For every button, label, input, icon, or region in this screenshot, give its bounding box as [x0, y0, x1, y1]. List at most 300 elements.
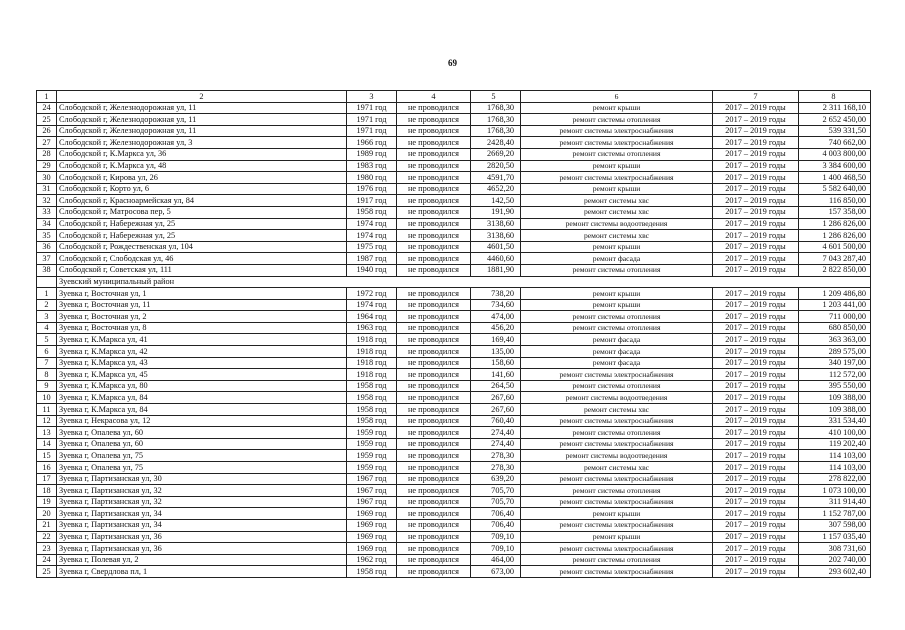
address-cell: Зуевка г, К.Маркса ул, 43 [57, 357, 347, 369]
period-cell: 2017 – 2019 годы [713, 531, 799, 543]
row-number-cell: 2 [37, 299, 57, 311]
last-repair-cell: не проводился [397, 102, 471, 114]
build-year-cell: 1971 год [347, 125, 397, 137]
table-row [37, 206, 871, 218]
area-cell: 1768,30 [471, 125, 521, 137]
last-repair-cell: не проводился [397, 508, 471, 520]
row-number-cell: 32 [37, 195, 57, 207]
address-cell: Зуевка г, Партизанская ул, 32 [57, 485, 347, 497]
row-number-cell: 24 [37, 102, 57, 114]
work-type-cell: ремонт системы хвс [521, 195, 713, 207]
address-cell: Зуевка г, Партизанская ул, 30 [57, 473, 347, 485]
address-cell: Зуевка г, Опалева ул, 60 [57, 438, 347, 450]
area-cell: 760,40 [471, 415, 521, 427]
build-year-cell: 1967 год [347, 473, 397, 485]
period-cell: 2017 – 2019 годы [713, 438, 799, 450]
last-repair-cell: не проводился [397, 554, 471, 566]
table-row [37, 230, 871, 242]
section-spacer-cell [37, 276, 57, 288]
period-cell: 2017 – 2019 годы [713, 264, 799, 276]
period-cell: 2017 – 2019 годы [713, 195, 799, 207]
address-cell: Зуевка г, Опалева ул, 60 [57, 427, 347, 439]
cost-cell: 1 203 441,00 [799, 299, 871, 311]
build-year-cell: 1958 год [347, 415, 397, 427]
row-number-cell: 34 [37, 218, 57, 230]
work-type-cell: ремонт системы электроснабжения [521, 543, 713, 555]
address-cell: Зуевка г, Опалева ул, 75 [57, 450, 347, 462]
row-number-cell: 15 [37, 450, 57, 462]
table-row [37, 519, 871, 531]
work-type-cell: ремонт системы водоотведения [521, 218, 713, 230]
area-cell: 5 [471, 91, 521, 103]
work-type-cell: ремонт фасада [521, 357, 713, 369]
period-cell: 2017 – 2019 годы [713, 253, 799, 265]
address-cell: Зуевка г, Восточная ул, 2 [57, 311, 347, 323]
last-repair-cell: не проводился [397, 125, 471, 137]
cost-cell: 157 358,00 [799, 206, 871, 218]
table-row [37, 485, 871, 497]
build-year-cell: 1958 год [347, 380, 397, 392]
row-number-cell: 6 [37, 346, 57, 358]
address-cell: Слободской г, Матросова пер, 5 [57, 206, 347, 218]
row-number-cell: 25 [37, 114, 57, 126]
last-repair-cell: не проводился [397, 253, 471, 265]
address-cell: Зуевка г, Полевая ул, 2 [57, 554, 347, 566]
table-row [37, 148, 871, 160]
cost-cell: 4 601 500,00 [799, 241, 871, 253]
table-row [37, 160, 871, 172]
last-repair-cell: не проводился [397, 566, 471, 578]
cost-cell: 2 652 450,00 [799, 114, 871, 126]
build-year-cell: 1967 год [347, 496, 397, 508]
last-repair-cell: не проводился [397, 496, 471, 508]
work-type-cell: ремонт системы хвс [521, 206, 713, 218]
cost-cell: 740 662,00 [799, 137, 871, 149]
area-cell: 267,60 [471, 404, 521, 416]
area-cell: 2820,50 [471, 160, 521, 172]
row-number-cell: 26 [37, 125, 57, 137]
last-repair-cell: не проводился [397, 230, 471, 242]
work-type-cell: ремонт фасада [521, 334, 713, 346]
table-row [37, 218, 871, 230]
area-cell: 274,40 [471, 438, 521, 450]
address-cell: Зуевка г, Партизанская ул, 34 [57, 519, 347, 531]
address-cell: Зуевка г, К.Маркса ул, 80 [57, 380, 347, 392]
work-type-cell: ремонт системы электроснабжения [521, 566, 713, 578]
cost-cell: 7 043 287,40 [799, 253, 871, 265]
work-type-cell: 6 [521, 91, 713, 103]
area-cell: 706,40 [471, 508, 521, 520]
work-type-cell: ремонт крыши [521, 288, 713, 300]
row-number-cell: 21 [37, 519, 57, 531]
row-number-cell: 33 [37, 206, 57, 218]
last-repair-cell: не проводился [397, 380, 471, 392]
area-cell: 706,40 [471, 519, 521, 531]
cost-cell: 539 331,50 [799, 125, 871, 137]
row-number-cell: 24 [37, 554, 57, 566]
cost-cell: 311 914,40 [799, 496, 871, 508]
area-cell: 709,10 [471, 531, 521, 543]
work-type-cell: ремонт системы отопления [521, 554, 713, 566]
row-number-cell: 30 [37, 172, 57, 184]
cost-cell: 1 286 826,00 [799, 218, 871, 230]
period-cell: 2017 – 2019 годы [713, 114, 799, 126]
table-row [37, 531, 871, 543]
table-row [37, 241, 871, 253]
address-cell: Слободской г, Кирова ул, 26 [57, 172, 347, 184]
cost-cell: 109 388,00 [799, 404, 871, 416]
address-cell: Слободской г, Железнодорожная ул, 3 [57, 137, 347, 149]
cost-cell: 1 400 468,50 [799, 172, 871, 184]
address-cell: Слободской г, Набережная ул, 25 [57, 230, 347, 242]
period-cell: 2017 – 2019 годы [713, 380, 799, 392]
build-year-cell: 1969 год [347, 519, 397, 531]
work-type-cell: ремонт системы электроснабжения [521, 438, 713, 450]
period-cell: 2017 – 2019 годы [713, 218, 799, 230]
last-repair-cell: не проводился [397, 264, 471, 276]
period-cell: 2017 – 2019 годы [713, 322, 799, 334]
work-type-cell: ремонт крыши [521, 241, 713, 253]
area-cell: 4601,50 [471, 241, 521, 253]
cost-cell: 711 000,00 [799, 311, 871, 323]
period-cell: 2017 – 2019 годы [713, 172, 799, 184]
address-cell: Зуевка г, Восточная ул, 8 [57, 322, 347, 334]
build-year-cell: 1989 год [347, 148, 397, 160]
build-year-cell: 1969 год [347, 531, 397, 543]
row-number-cell: 8 [37, 369, 57, 381]
build-year-cell: 1975 год [347, 241, 397, 253]
cost-cell: 2 822 850,00 [799, 264, 871, 276]
area-cell: 4652,20 [471, 183, 521, 195]
build-year-cell: 1974 год [347, 218, 397, 230]
table-row [37, 299, 871, 311]
address-cell: Зуевка г, К.Маркса ул, 84 [57, 404, 347, 416]
period-cell: 2017 – 2019 годы [713, 450, 799, 462]
build-year-cell: 1918 год [347, 369, 397, 381]
period-cell: 2017 – 2019 годы [713, 299, 799, 311]
row-number-cell: 3 [37, 311, 57, 323]
last-repair-cell: не проводился [397, 369, 471, 381]
row-number-cell: 16 [37, 462, 57, 474]
work-type-cell: ремонт системы хвс [521, 462, 713, 474]
work-type-cell: ремонт системы отопления [521, 427, 713, 439]
period-cell: 2017 – 2019 годы [713, 137, 799, 149]
area-cell: 267,60 [471, 392, 521, 404]
period-cell: 2017 – 2019 годы [713, 543, 799, 555]
table-row [37, 114, 871, 126]
work-type-cell: ремонт системы электроснабжения [521, 172, 713, 184]
row-number-cell: 27 [37, 137, 57, 149]
period-cell: 2017 – 2019 годы [713, 346, 799, 358]
cost-cell: 1 157 035,40 [799, 531, 871, 543]
last-repair-cell: не проводился [397, 148, 471, 160]
build-year-cell: 3 [347, 91, 397, 103]
cost-cell: 331 534,40 [799, 415, 871, 427]
area-cell: 705,70 [471, 496, 521, 508]
cost-cell: 308 731,60 [799, 543, 871, 555]
table-row [37, 137, 871, 149]
work-type-cell: ремонт крыши [521, 102, 713, 114]
last-repair-cell: 4 [397, 91, 471, 103]
address-cell: Зуевка г, Опалева ул, 75 [57, 462, 347, 474]
table-row [37, 183, 871, 195]
period-cell: 2017 – 2019 годы [713, 519, 799, 531]
work-type-cell: ремонт крыши [521, 508, 713, 520]
last-repair-cell: не проводился [397, 322, 471, 334]
address-cell: Зуевка г, К.Маркса ул, 45 [57, 369, 347, 381]
build-year-cell: 1958 год [347, 392, 397, 404]
row-number-cell: 37 [37, 253, 57, 265]
period-cell: 2017 – 2019 годы [713, 183, 799, 195]
period-cell: 2017 – 2019 годы [713, 206, 799, 218]
last-repair-cell: не проводился [397, 404, 471, 416]
last-repair-cell: не проводился [397, 531, 471, 543]
build-year-cell: 1987 год [347, 253, 397, 265]
cost-cell: 1 152 787,00 [799, 508, 871, 520]
cost-cell: 293 602,40 [799, 566, 871, 578]
work-type-cell: ремонт системы отопления [521, 485, 713, 497]
work-type-cell: ремонт крыши [521, 299, 713, 311]
address-cell: Слободской г, Слободская ул, 46 [57, 253, 347, 265]
cost-cell: 114 103,00 [799, 462, 871, 474]
last-repair-cell: не проводился [397, 311, 471, 323]
work-type-cell: ремонт системы электроснабжения [521, 125, 713, 137]
table-row [37, 102, 871, 114]
row-number-cell: 9 [37, 380, 57, 392]
area-cell: 738,20 [471, 288, 521, 300]
period-cell: 2017 – 2019 годы [713, 554, 799, 566]
build-year-cell: 1967 год [347, 485, 397, 497]
period-cell: 2017 – 2019 годы [713, 496, 799, 508]
period-cell: 2017 – 2019 годы [713, 415, 799, 427]
last-repair-cell: не проводился [397, 543, 471, 555]
build-year-cell: 1962 год [347, 554, 397, 566]
period-cell: 2017 – 2019 годы [713, 508, 799, 520]
address-cell: Слободской г, Корто ул, 6 [57, 183, 347, 195]
period-cell: 2017 – 2019 годы [713, 241, 799, 253]
table-row [37, 369, 871, 381]
period-cell: 2017 – 2019 годы [713, 230, 799, 242]
area-cell: 734,60 [471, 299, 521, 311]
area-cell: 278,30 [471, 450, 521, 462]
table-row [37, 264, 871, 276]
cost-cell: 116 850,00 [799, 195, 871, 207]
row-number-cell: 1 [37, 288, 57, 300]
area-cell: 191,90 [471, 206, 521, 218]
header-row [37, 91, 871, 103]
table-row [37, 172, 871, 184]
cost-cell: 8 [799, 91, 871, 103]
table-row [37, 380, 871, 392]
table-row [37, 334, 871, 346]
build-year-cell: 1918 год [347, 346, 397, 358]
cost-cell: 395 550,00 [799, 380, 871, 392]
row-number-cell: 17 [37, 473, 57, 485]
build-year-cell: 1963 год [347, 322, 397, 334]
cost-cell: 109 388,00 [799, 392, 871, 404]
work-type-cell: ремонт системы отопления [521, 148, 713, 160]
last-repair-cell: не проводился [397, 137, 471, 149]
table-row [37, 322, 871, 334]
area-cell: 135,00 [471, 346, 521, 358]
last-repair-cell: не проводился [397, 241, 471, 253]
period-cell: 2017 – 2019 годы [713, 404, 799, 416]
page-number: 69 [448, 58, 457, 68]
period-cell: 2017 – 2019 годы [713, 473, 799, 485]
last-repair-cell: не проводился [397, 519, 471, 531]
row-number-cell: 36 [37, 241, 57, 253]
address-cell: Зуевка г, К.Маркса ул, 41 [57, 334, 347, 346]
area-cell: 456,20 [471, 322, 521, 334]
period-cell: 2017 – 2019 годы [713, 288, 799, 300]
work-type-cell: ремонт крыши [521, 531, 713, 543]
table-row [37, 566, 871, 578]
row-number-cell: 35 [37, 230, 57, 242]
work-type-cell: ремонт фасада [521, 253, 713, 265]
address-cell: Слободской г, Советская ул, 111 [57, 264, 347, 276]
area-cell: 4591,70 [471, 172, 521, 184]
area-cell: 2669,20 [471, 148, 521, 160]
address-cell: 2 [57, 91, 347, 103]
build-year-cell: 1959 год [347, 462, 397, 474]
build-year-cell: 1972 год [347, 288, 397, 300]
work-type-cell: ремонт системы хвс [521, 404, 713, 416]
cost-cell: 307 598,00 [799, 519, 871, 531]
table-row [37, 462, 871, 474]
area-cell: 169,40 [471, 334, 521, 346]
area-cell: 639,20 [471, 473, 521, 485]
address-cell: Слободской г, Железнодорожная ул, 11 [57, 125, 347, 137]
table-row [37, 473, 871, 485]
work-type-cell: ремонт системы водоотведения [521, 392, 713, 404]
build-year-cell: 1940 год [347, 264, 397, 276]
address-cell: Зуевка г, Партизанская ул, 36 [57, 543, 347, 555]
build-year-cell: 1958 год [347, 566, 397, 578]
cost-cell: 112 572,00 [799, 369, 871, 381]
table-body [37, 91, 871, 578]
cost-cell: 3 384 600,00 [799, 160, 871, 172]
table-row [37, 438, 871, 450]
work-type-cell: ремонт системы электроснабжения [521, 137, 713, 149]
row-number-cell: 13 [37, 427, 57, 439]
row-number-cell: 10 [37, 392, 57, 404]
work-type-cell: ремонт системы отопления [521, 264, 713, 276]
address-cell: Зуевка г, К.Маркса ул, 84 [57, 392, 347, 404]
address-cell: Зуевка г, Восточная ул, 1 [57, 288, 347, 300]
work-type-cell: ремонт системы электроснабжения [521, 369, 713, 381]
build-year-cell: 1971 год [347, 102, 397, 114]
last-repair-cell: не проводился [397, 299, 471, 311]
build-year-cell: 1917 год [347, 195, 397, 207]
address-cell: Слободской г, К.Маркса ул, 48 [57, 160, 347, 172]
last-repair-cell: не проводился [397, 218, 471, 230]
table-row [37, 195, 871, 207]
build-year-cell: 1918 год [347, 357, 397, 369]
last-repair-cell: не проводился [397, 114, 471, 126]
build-year-cell: 1959 год [347, 438, 397, 450]
period-cell: 2017 – 2019 годы [713, 148, 799, 160]
build-year-cell: 1918 год [347, 334, 397, 346]
area-cell: 4460,60 [471, 253, 521, 265]
build-year-cell: 1983 год [347, 160, 397, 172]
last-repair-cell: не проводился [397, 195, 471, 207]
area-cell: 673,00 [471, 566, 521, 578]
table-row [37, 508, 871, 520]
area-cell: 2428,40 [471, 137, 521, 149]
build-year-cell: 1976 год [347, 183, 397, 195]
area-cell: 274,40 [471, 427, 521, 439]
last-repair-cell: не проводился [397, 450, 471, 462]
last-repair-cell: не проводился [397, 438, 471, 450]
table-row [37, 415, 871, 427]
work-type-cell: ремонт фасада [521, 346, 713, 358]
area-cell: 278,30 [471, 462, 521, 474]
table-row [37, 404, 871, 416]
row-number-cell: 4 [37, 322, 57, 334]
period-cell: 2017 – 2019 годы [713, 485, 799, 497]
period-cell: 2017 – 2019 годы [713, 311, 799, 323]
build-year-cell: 1969 год [347, 508, 397, 520]
address-cell: Зуевка г, Партизанская ул, 36 [57, 531, 347, 543]
row-number-cell: 28 [37, 148, 57, 160]
row-number-cell: 5 [37, 334, 57, 346]
table-row [37, 427, 871, 439]
cost-cell: 410 100,00 [799, 427, 871, 439]
cost-cell: 363 363,00 [799, 334, 871, 346]
row-number-cell: 7 [37, 357, 57, 369]
work-type-cell: ремонт системы электроснабжения [521, 415, 713, 427]
last-repair-cell: не проводился [397, 485, 471, 497]
build-year-cell: 1959 год [347, 450, 397, 462]
cost-cell: 1 209 486,80 [799, 288, 871, 300]
table-row [37, 125, 871, 137]
row-number-cell: 14 [37, 438, 57, 450]
area-cell: 705,70 [471, 485, 521, 497]
build-year-cell: 1971 год [347, 114, 397, 126]
work-type-cell: ремонт крыши [521, 160, 713, 172]
work-type-cell: ремонт крыши [521, 183, 713, 195]
table-row [37, 554, 871, 566]
cost-cell: 289 575,00 [799, 346, 871, 358]
last-repair-cell: не проводился [397, 346, 471, 358]
cost-cell: 202 740,00 [799, 554, 871, 566]
table-row [37, 311, 871, 323]
period-cell: 2017 – 2019 годы [713, 357, 799, 369]
work-type-cell: ремонт системы электроснабжения [521, 519, 713, 531]
last-repair-cell: не проводился [397, 183, 471, 195]
period-cell: 2017 – 2019 годы [713, 427, 799, 439]
cost-cell: 114 103,00 [799, 450, 871, 462]
row-number-cell: 18 [37, 485, 57, 497]
work-type-cell: ремонт системы электроснабжения [521, 496, 713, 508]
address-cell: Зуевка г, Партизанская ул, 32 [57, 496, 347, 508]
row-number-cell: 23 [37, 543, 57, 555]
last-repair-cell: не проводился [397, 473, 471, 485]
section-row [37, 276, 871, 288]
area-cell: 1881,90 [471, 264, 521, 276]
area-cell: 709,10 [471, 543, 521, 555]
work-type-cell: ремонт системы отопления [521, 322, 713, 334]
address-cell: Зуевка г, К.Маркса ул, 42 [57, 346, 347, 358]
last-repair-cell: не проводился [397, 427, 471, 439]
cost-cell: 1 073 100,00 [799, 485, 871, 497]
row-number-cell: 29 [37, 160, 57, 172]
table-row [37, 543, 871, 555]
last-repair-cell: не проводился [397, 288, 471, 300]
work-type-cell: ремонт системы отопления [521, 311, 713, 323]
work-type-cell: ремонт системы отопления [521, 114, 713, 126]
row-number-cell: 12 [37, 415, 57, 427]
